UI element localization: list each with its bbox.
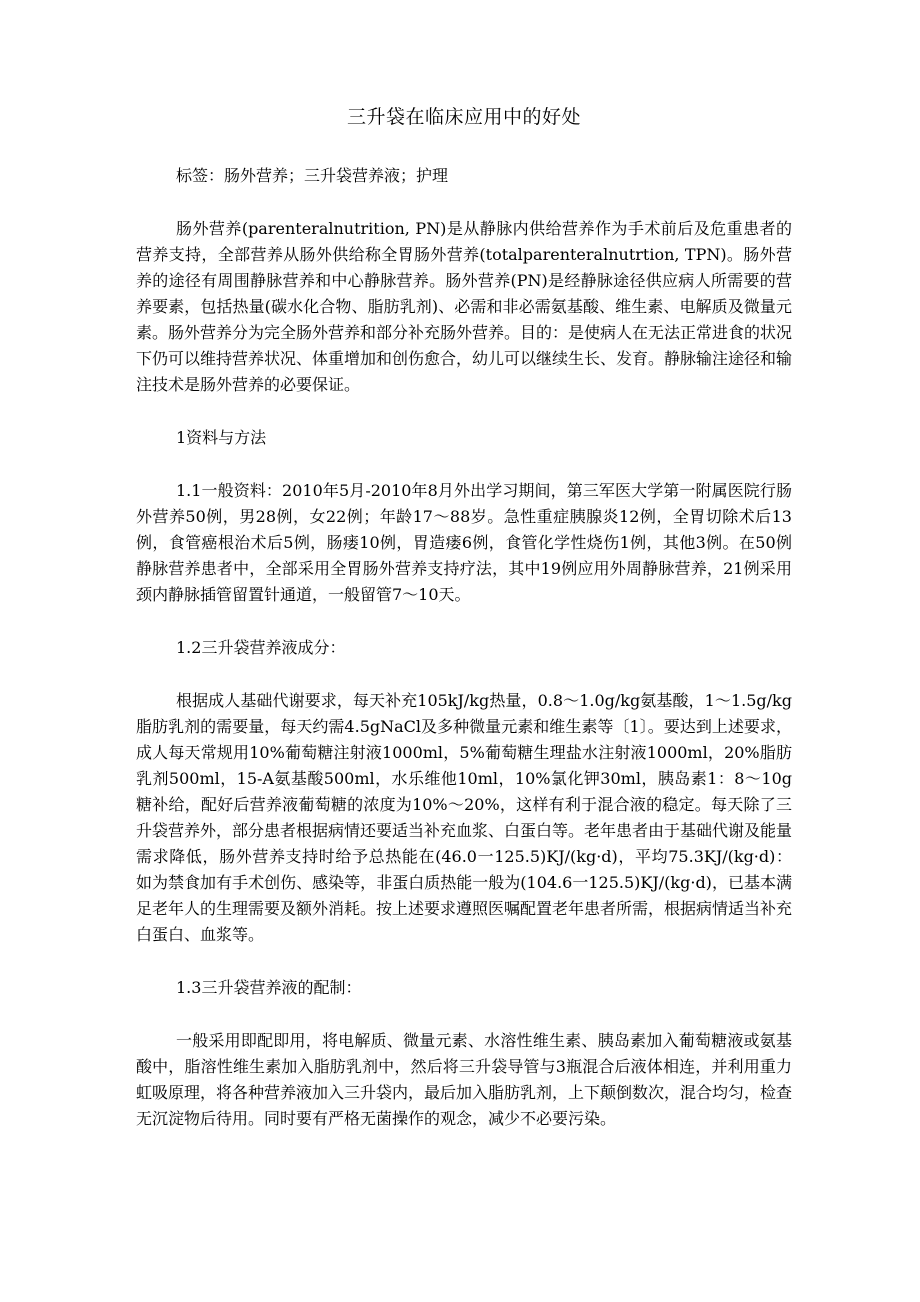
section-1-1-paragraph: 1.1一般资料：2010年5月-2010年8月外出学习期间，第三军医大学第一附属医院行肠外营养50例，男28例，女22例；年龄17〜88岁。急性重症胰腺炎12例，全胃切除术后13例，食管癌根治术后5例，肠瘘10例，胃造瘘6例，食管化学性烧伤1例，其他3例。在50例静脉营养患者中，全部采用全胃肠外营养支持疗法，其中19例应用外周静脉营养，21例采用颈内静脉插管留置针通道，一般留管7〜10天。 [136,481,792,604]
document-title: 三升袋在临床应用中的好处 [346,106,581,128]
section-1-3-heading: 1.3三升袋营养液的配制： [176,978,362,997]
tags-line: 标签：肠外营养；三升袋营养液；护理 [176,166,449,185]
section-1-2-heading: 1.2三升袋营养液成分： [176,638,346,657]
section-1-3-paragraph: 一般采用即配即用，将电解质、微量元素、水溶性维生素、胰岛素加入葡萄糖液或氨基酸中，脂溶性维生素加入脂肪乳剂中，然后将三升袋导管与3瓶混合后液体相连，并利用重力虹吸原理，将各种营养液加入三升袋内，最后加入脂肪乳剂，上下颠倒数次，混合均匀，检查无沉淀物后待用。同时要有严格无菌操作的观念，减少不必要污染。 [136,1031,793,1128]
section-1-2-paragraph: 根据成人基础代谢要求，每天补充105kJ/kg热量，0.8〜1.0g/kg氨基酸，1〜1.5g/kg脂肪乳剂的需要量，每天约需4.5gNaCl及多种微量元素和维生素等〔1〕。要达到上述要求，成人每天常规用10%葡萄糖注射液1000ml，5%葡萄糖生理盐水注射液1000ml，20%脂肪乳剂500ml，15-A氨基酸500ml，水乐维他10ml，10%氯化钾30ml，胰岛素1：8〜10g糖补给，配好后营养液葡萄糖的浓度为10%〜20%，这样有利于混合液的稳定。每天除了三升袋营养外，部分患者根据病情还要适当补充血浆、白蛋白等。老年患者由于基础代谢及能量需求降低，肠外营养支持时给予总热能在(46.0一125.5)KJ/(kg·d)，平均75.3KJ/(kg·d)：如为禁食加有手术创伤、感染等，非蛋白质热能一般为(104.6一125.5)KJ/(kg·d)，已基本满足老年人的生理需要及额外消耗。按上述要求遵照医嘱配置老年患者所需，根据病情适当补充白蛋白、血浆等。 [136,691,793,944]
section-1-heading: 1资料与方法 [176,428,267,447]
intro-paragraph: 肠外营养(parenteralnutrition, PN)是从静脉内供给营养作为手术前后及危重患者的营养支持，全部营养从肠外供给称全胃肠外营养(totalparenteralnutrtion, TPN)。肠外营养的途径有周围静脉营养和中心静脉营养。肠外营养(PN)是经静脉途径供应病人所需要的营养要素，包括热量(碳水化合物、脂肪乳剂)、必需和非必需氨基酸、维生素、电解质及微量元素。肠外营养分为完全肠外营养和部分补充肠外营养。目的：是使病人在无法正常进食的状况下仍可以维持营养状况、体重增加和创伤愈合，幼儿可以继续生长、发育。静脉输注途径和输注技术是肠外营养的必要保证。 [136,219,793,394]
document-page [136,104,792,1159]
